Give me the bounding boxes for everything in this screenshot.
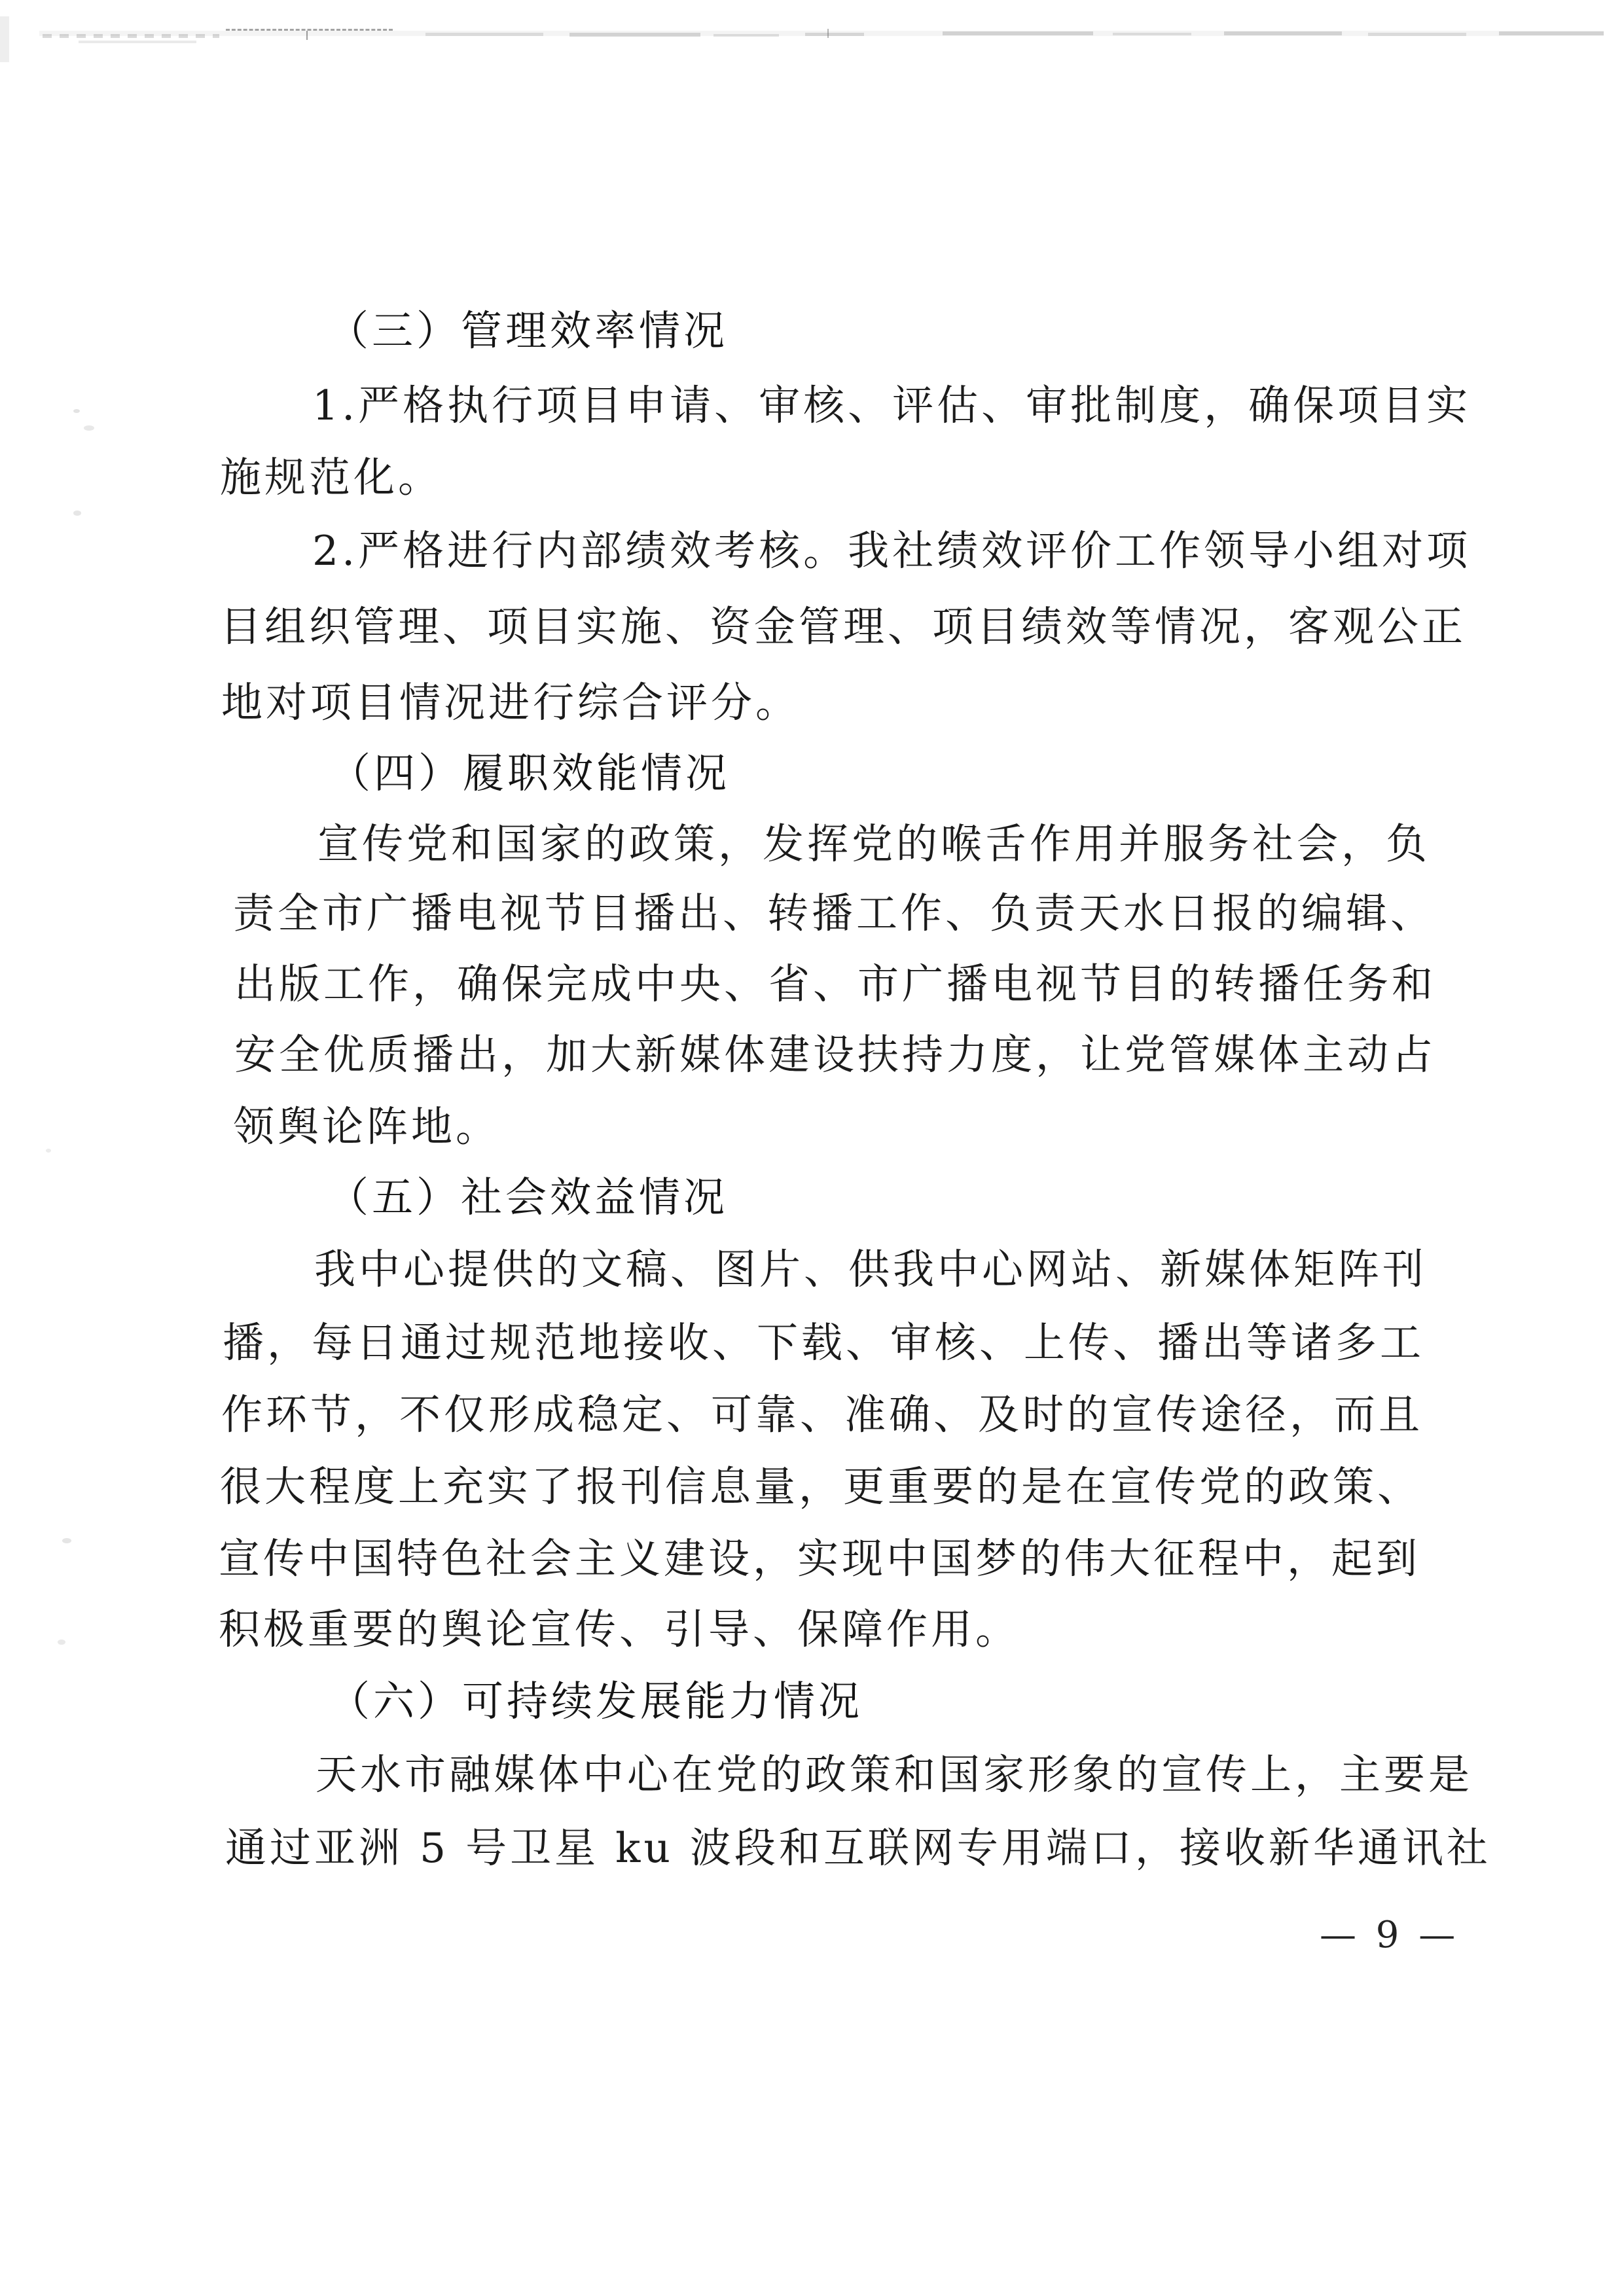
scan-artifact-segment: [943, 31, 1093, 35]
scan-speck: [46, 1149, 51, 1153]
body-line: 很大程度上充实了报刊信息量，更重要的是在宣传党的政策、: [220, 1463, 1422, 1511]
body-line: 通过亚洲 5 号卫星 ku 波段和互联网专用端口，接收新华通讯社: [225, 1824, 1491, 1872]
scan-artifact-segment: [43, 34, 219, 38]
body-line: 1.严格执行项目申请、审核、评估、审批制度，确保项目实: [312, 382, 1471, 429]
body-line: 领舆论阵地。: [233, 1103, 500, 1151]
scan-speck: [58, 1640, 65, 1645]
page-number: — 9 —: [1320, 1914, 1460, 1956]
scan-artifact-segment: [569, 33, 700, 37]
body-line: 作环节，不仅形成稳定、可靠、准确、及时的宣传途径，而且: [221, 1391, 1423, 1439]
body-line: 宣传党和国家的政策，发挥党的喉舌作用并服务社会，负: [317, 820, 1430, 868]
scan-speck: [84, 425, 94, 431]
body-line: 我中心提供的文稿、图片、供我中心网站、新媒体矩阵刊: [314, 1246, 1427, 1293]
body-line: 地对项目情况进行综合评分。: [221, 679, 800, 726]
body-line: 施规范化。: [220, 454, 442, 501]
scan-speck: [62, 1538, 71, 1543]
scan-artifact-segment: [1499, 31, 1604, 35]
scan-speck: [73, 409, 80, 413]
section-heading-3: （三）管理效率情况: [327, 307, 728, 355]
scan-artifact-dashed-line: [226, 29, 393, 31]
scan-artifact-tick: [306, 31, 308, 40]
scan-artifact-segment: [1368, 33, 1466, 36]
scan-artifact-segment: [1113, 33, 1191, 35]
body-line: 播，每日通过规范地接收、下载、审核、上传、播出等诸多工: [223, 1319, 1424, 1367]
section-heading-4: （四）履职效能情况: [329, 749, 730, 797]
scan-artifact-segment: [1224, 31, 1342, 35]
scan-artifact-edge: [0, 16, 9, 62]
scan-speck: [73, 511, 81, 516]
scan-artifact-segment: [79, 41, 196, 43]
scan-artifact-tick: [827, 29, 829, 38]
body-line: 2.严格进行内部绩效考核。我社绩效评价工作领导小组对项: [312, 527, 1471, 575]
scan-artifact-segment: [425, 33, 543, 36]
body-line: 积极重要的舆论宣传、引导、保障作用。: [219, 1605, 1020, 1653]
body-line: 目组织管理、项目实施、资金管理、项目绩效等情况，客观公正: [220, 603, 1466, 651]
section-heading-5: （五）社会效益情况: [327, 1174, 728, 1221]
body-line: 天水市融媒体中心在党的政策和国家形象的宣传上，主要是: [316, 1751, 1473, 1799]
body-line: 安全优质播出，加大新媒体建设扶持力度，让党管媒体主动占: [234, 1031, 1436, 1079]
section-heading-6: （六）可持续发展能力情况: [329, 1677, 863, 1725]
scan-artifact-segment: [713, 34, 779, 37]
body-line: 出版工作，确保完成中央、省、市广播电视节目的转播任务和: [234, 960, 1436, 1008]
body-line: 宣传中国特色社会主义建设，实现中国梦的伟大征程中，起到: [219, 1535, 1420, 1583]
body-line: 责全市广播电视节目播出、转播工作、负责天水日报的编辑、: [233, 889, 1435, 937]
scan-artifact-segment: [805, 33, 864, 36]
